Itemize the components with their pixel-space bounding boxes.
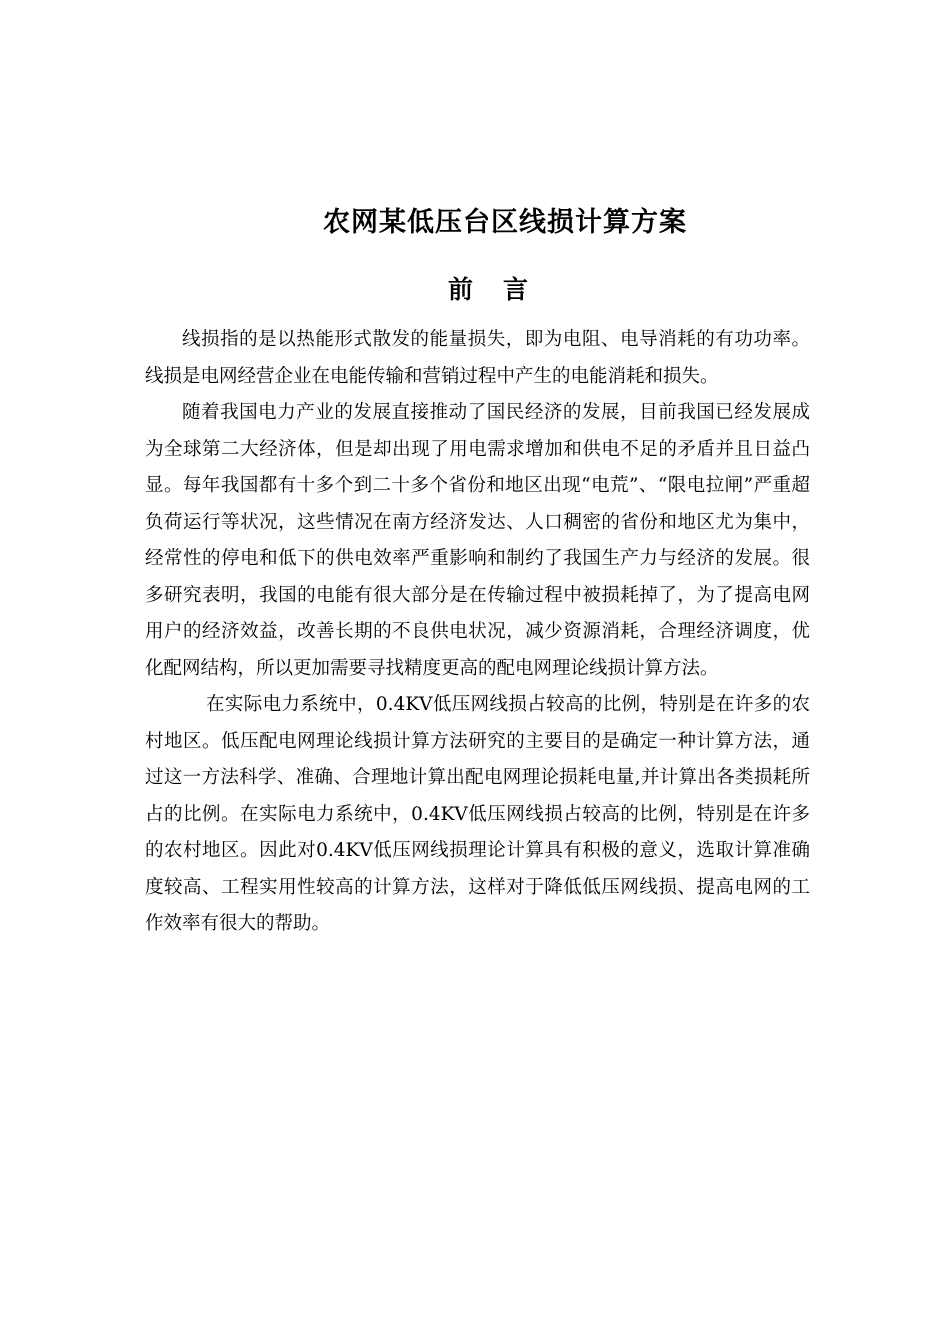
paragraph-power-industry-development: 随着我国电力产业的发展直接推动了国民经济的发展，目前我国已经发展成为全球第二大经济体，但是却出现了用电需求增加和供电不足的矛盾并且日益凸显。每年我国都有十多个到二十多个省份和地区出现“电荒”、“限电拉闸”严重超负荷运行等状况，这些情况在南方经济发达、人口稠密的省份和地区尤为集中，经常性的停电和低下的供电效率严重影响和制约了我国生产力与经济的发展。很多研究表明，我国的电能有很大部分是在传输过程中被损耗掉了，为了提高电网用户的经济效益，改善长期的不良供电状况，减少资源消耗，合理经济调度，优化配网结构，所以更加需要寻找精度更高的配电网理论线损计算方法。 <box>145 402 810 679</box>
body-text <box>145 322 810 943</box>
paragraph-line-loss-definition: 线损指的是以热能形式散发的能量损失，即为电阻、电导消耗的有功功率。线损是电网经营企业在电能传输和营销过程中产生的电能消耗和损失。 <box>145 329 810 387</box>
section-heading-preface: 前言 <box>447 275 558 304</box>
document-title: 农网某低压台区线损计算方案 <box>323 207 687 238</box>
paragraph-low-voltage-network: 在实际电力系统中，0.4KV低压网线损占较高的比例，特别是在许多的农村地区。低压配电网理论线损计算方法研究的主要目的是确定一种计算方法，通过这一方法科学、准确、合理地计算出配电网理论损耗电量,并计算出各类损耗所占的比例。在实际电力系统中，0.4KV低压网线损占较高的比例，特别是在许多的农村地区。因此对0.4KV低压网线损理论计算具有积极的意义，选取计算准确度较高、工程实用性较高的计算方法，这样对于降低低压网线损、提高电网的工作效率有很大的帮助。 <box>145 694 810 934</box>
